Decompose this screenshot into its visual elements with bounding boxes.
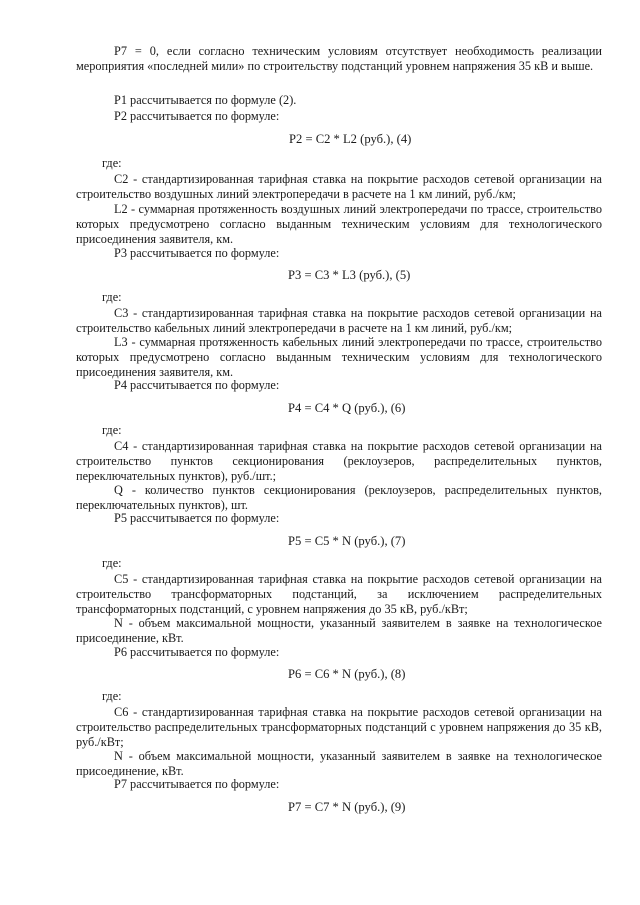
paragraph-p2-intro: Р2 рассчитывается по формуле: — [114, 109, 280, 123]
paragraph-p7-intro: Р7 рассчитывается по формуле: — [114, 777, 280, 791]
definition-n2: N - объем максимальной мощности, указанный заявителем в заявке на технологическое присоединение, кВт. — [76, 749, 602, 778]
definition-c2: С2 - стандартизированная тарифная ставка на покрытие расходов сетевой организации на строительство воздушных линий электропередачи в расчете на 1 км линий, руб./км; — [76, 172, 602, 201]
definition-c5: С5 - стандартизированная тарифная ставка на покрытие расходов сетевой организации на строительство трансформаторных подстанций, за исключением распределительных трансформаторных подстанций, с уровнем напряжения до 35 кВ, руб./кВт; — [76, 572, 602, 616]
paragraph-p6-intro: Р6 рассчитывается по формуле: — [114, 645, 280, 659]
where-label-5: где: — [102, 689, 122, 703]
definition-l3: L3 - суммарная протяженность кабельных линий электропередачи по трассе, строительство которых предусмотрено согласно выданным техническим условиям для технологического присоединения заявителя, км. — [76, 335, 602, 379]
definition-c3: С3 - стандартизированная тарифная ставка на покрытие расходов сетевой организации на строительство кабельных линий электропередачи в расчете на 1 км линий, руб./км; — [76, 306, 602, 335]
definition-c6: С6 - стандартизированная тарифная ставка на покрытие расходов сетевой организации на строительство распределительных трансформаторных подстанций с уровнем напряжения до 35 кВ, руб./кВт; — [76, 705, 602, 749]
formula-6: Р4 = С4 * Q (руб.), (6) — [288, 401, 406, 415]
formula-4: Р2 = С2 * L2 (руб.), (4) — [289, 132, 412, 146]
formula-8: Р6 = С6 * N (руб.), (8) — [288, 667, 406, 681]
formula-5: Р3 = С3 * L3 (руб.), (5) — [288, 268, 411, 282]
definition-l2: L2 - суммарная протяженность воздушных линий электропередачи по трассе, строительство которых предусмотрено согласно выданным техническим условиям для технологического присоединения заявителя, км. — [76, 202, 602, 246]
paragraph-p7-zero: Р7 = 0, если согласно техническим условиям отсутствует необходимость реализации мероприятия «последней мили» по строительству подстанций уровнем напряжения 35 кВ и выше. — [76, 44, 602, 73]
definition-c4: С4 - стандартизированная тарифная ставка на покрытие расходов сетевой организации на строительство пунктов секционирования (реклоузеров, распределительных пунктов, переключательных пунктов), руб./шт.; — [76, 439, 602, 483]
paragraph-p1-formula: Р1 рассчитывается по формуле (2). — [114, 93, 297, 107]
paragraph-p5-intro: Р5 рассчитывается по формуле: — [114, 511, 280, 525]
where-label-3: где: — [102, 423, 122, 437]
formula-9: Р7 = С7 * N (руб.), (9) — [288, 800, 406, 814]
definition-n1: N - объем максимальной мощности, указанный заявителем в заявке на технологическое присоединение, кВт. — [76, 616, 602, 645]
where-label-2: где: — [102, 290, 122, 304]
definition-q: Q - количество пунктов секционирования (реклоузеров, распределительных пунктов, переключательных пунктов), шт. — [76, 483, 602, 512]
formula-7: Р5 = С5 * N (руб.), (7) — [288, 534, 406, 548]
where-label-1: где: — [102, 156, 122, 170]
paragraph-p3-intro: Р3 рассчитывается по формуле: — [114, 246, 280, 260]
where-label-4: где: — [102, 556, 122, 570]
paragraph-p4-intro: Р4 рассчитывается по формуле: — [114, 378, 280, 392]
